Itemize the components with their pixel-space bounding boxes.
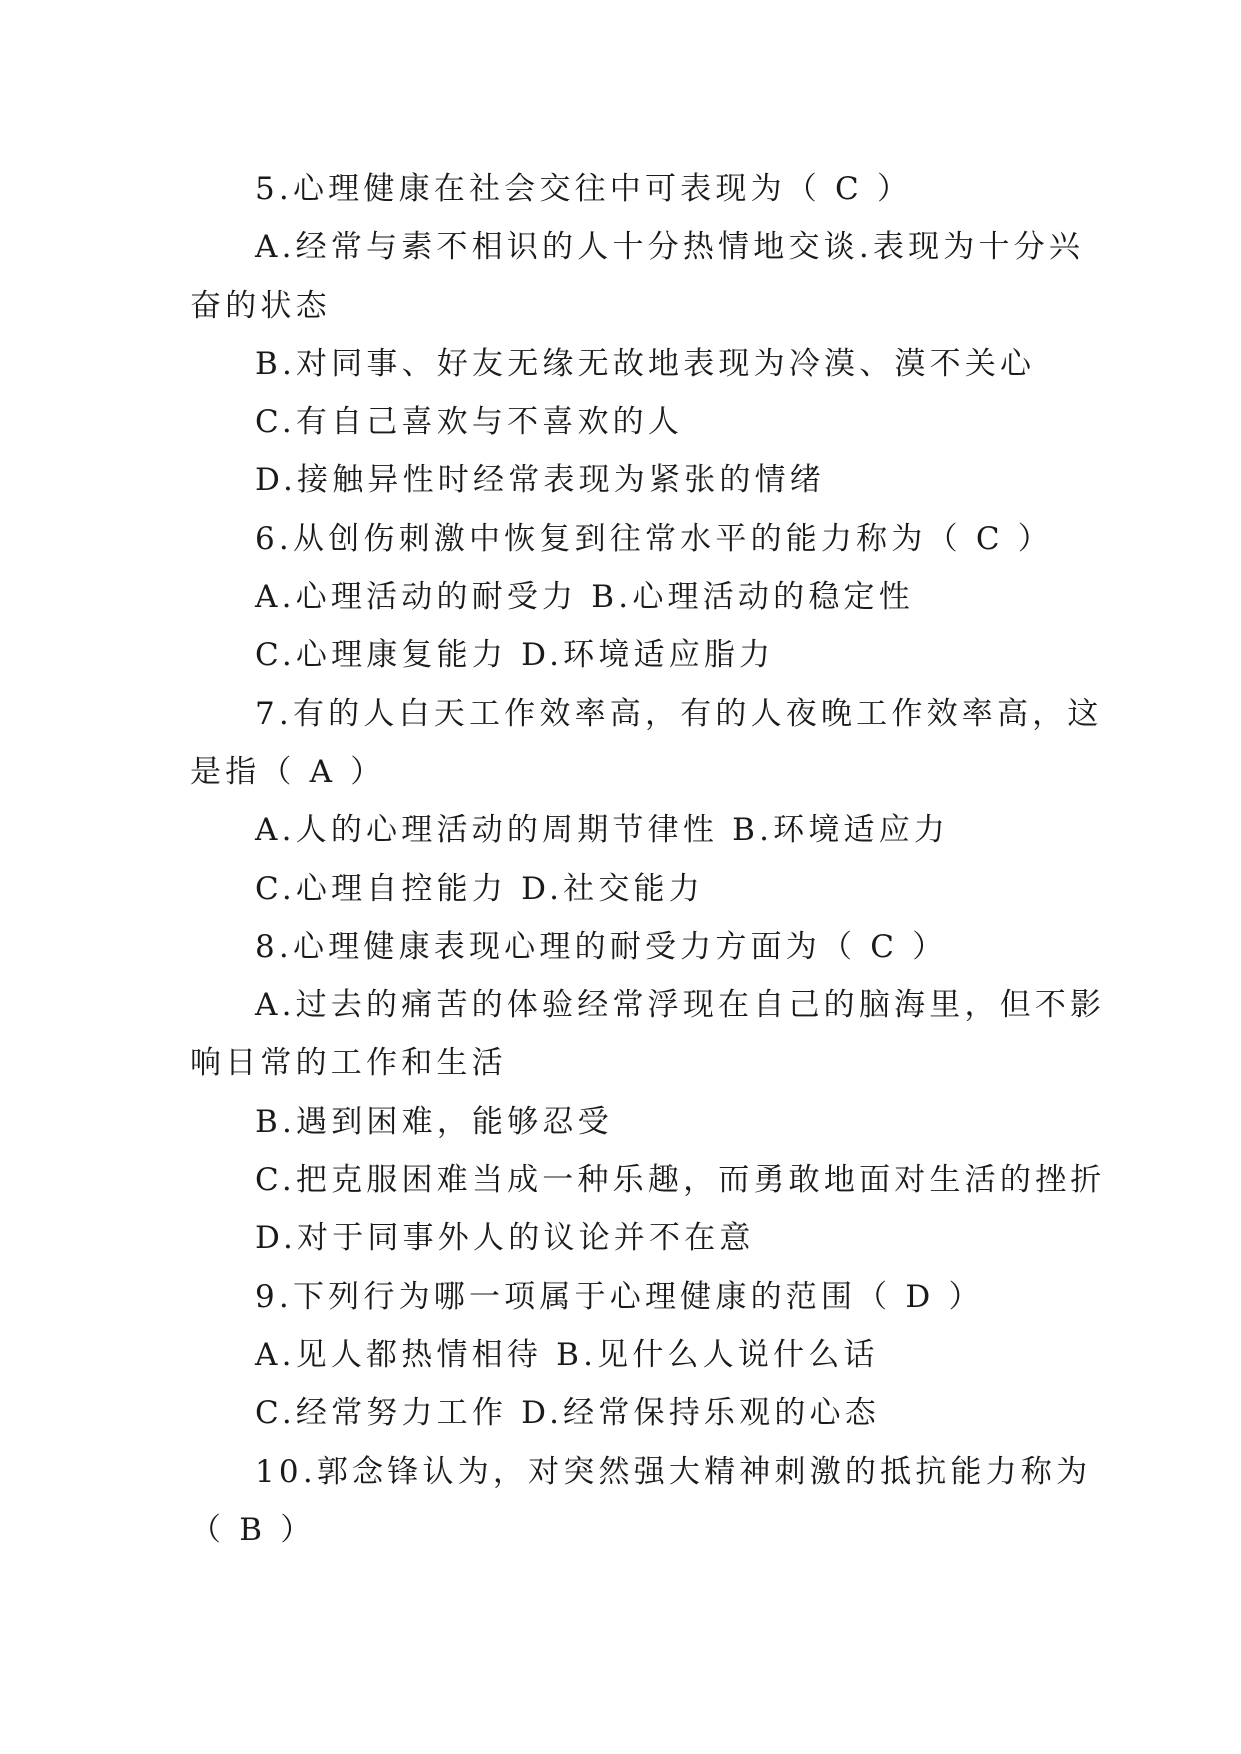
option-a: A.经常与素不相识的人十分热情地交谈.表现为十分兴 xyxy=(255,229,1085,266)
option-a-b: A.人的心理活动的周期节律性 B.环境适应力 xyxy=(255,812,950,849)
question-stem: 7.有的人白天工作效率高，有的人夜晚工作效率高，这 xyxy=(255,695,1103,732)
question-7 xyxy=(190,685,1103,918)
option-c-d: C.经常努力工作 D.经常保持乐观的心态 xyxy=(255,1395,880,1432)
option-d: D.接触异性时经常表现为紧张的情绪 xyxy=(255,462,826,499)
option-b: B.遇到困难，能够忍受 xyxy=(255,1103,613,1140)
option-c-d: C.心理康复能力 D.环境适应脂力 xyxy=(255,637,775,674)
question-stem: 6.从创伤刺激中恢复到往常水平的能力称为（ C ） xyxy=(255,520,1054,557)
option-a-b: A.心理活动的耐受力 B.心理活动的稳定性 xyxy=(255,579,914,616)
question-10 xyxy=(190,1443,1092,1560)
question-stem: 10.郭念锋认为，对突然强大精神刺激的抵抗能力称为 xyxy=(255,1453,1092,1490)
option-a-continued: 响日常的工作和生活 xyxy=(190,1045,507,1082)
option-b: B.对同事、好友无缘无故地表现为冷漠、漠不关心 xyxy=(255,345,1036,382)
question-9 xyxy=(190,1268,1050,1443)
option-a-b: A.见人都热情相待 B.见什么人说什么话 xyxy=(255,1336,879,1373)
option-a: A.过去的痛苦的体验经常浮现在自己的脑海里，但不影 xyxy=(255,987,1106,1024)
option-c: C.有自己喜欢与不喜欢的人 xyxy=(255,404,684,441)
question-stem: 5.心理健康在社会交往中可表现为（ C ） xyxy=(255,171,913,207)
option-c-d: C.心理自控能力 D.社交能力 xyxy=(255,870,704,907)
question-stem-continued: 是指（ A ） xyxy=(190,753,386,790)
option-c: C.把克服困难当成一种乐趣，而勇敢地面对生活的挫折 xyxy=(255,1162,1106,1199)
question-5 xyxy=(190,160,1085,510)
question-stem-continued: （ B ） xyxy=(190,1511,316,1548)
question-list xyxy=(190,160,1106,1559)
question-6 xyxy=(190,510,1054,685)
question-stem: 9.下列行为哪一项属于心理健康的范围（ D ） xyxy=(255,1278,984,1315)
option-a-continued: 奋的状态 xyxy=(190,287,331,324)
question-8 xyxy=(190,918,1106,1268)
option-d: D.对于同事外人的议论并不在意 xyxy=(255,1220,755,1257)
question-stem: 8.心理健康表现心理的耐受力方面为（ C ） xyxy=(255,928,948,965)
